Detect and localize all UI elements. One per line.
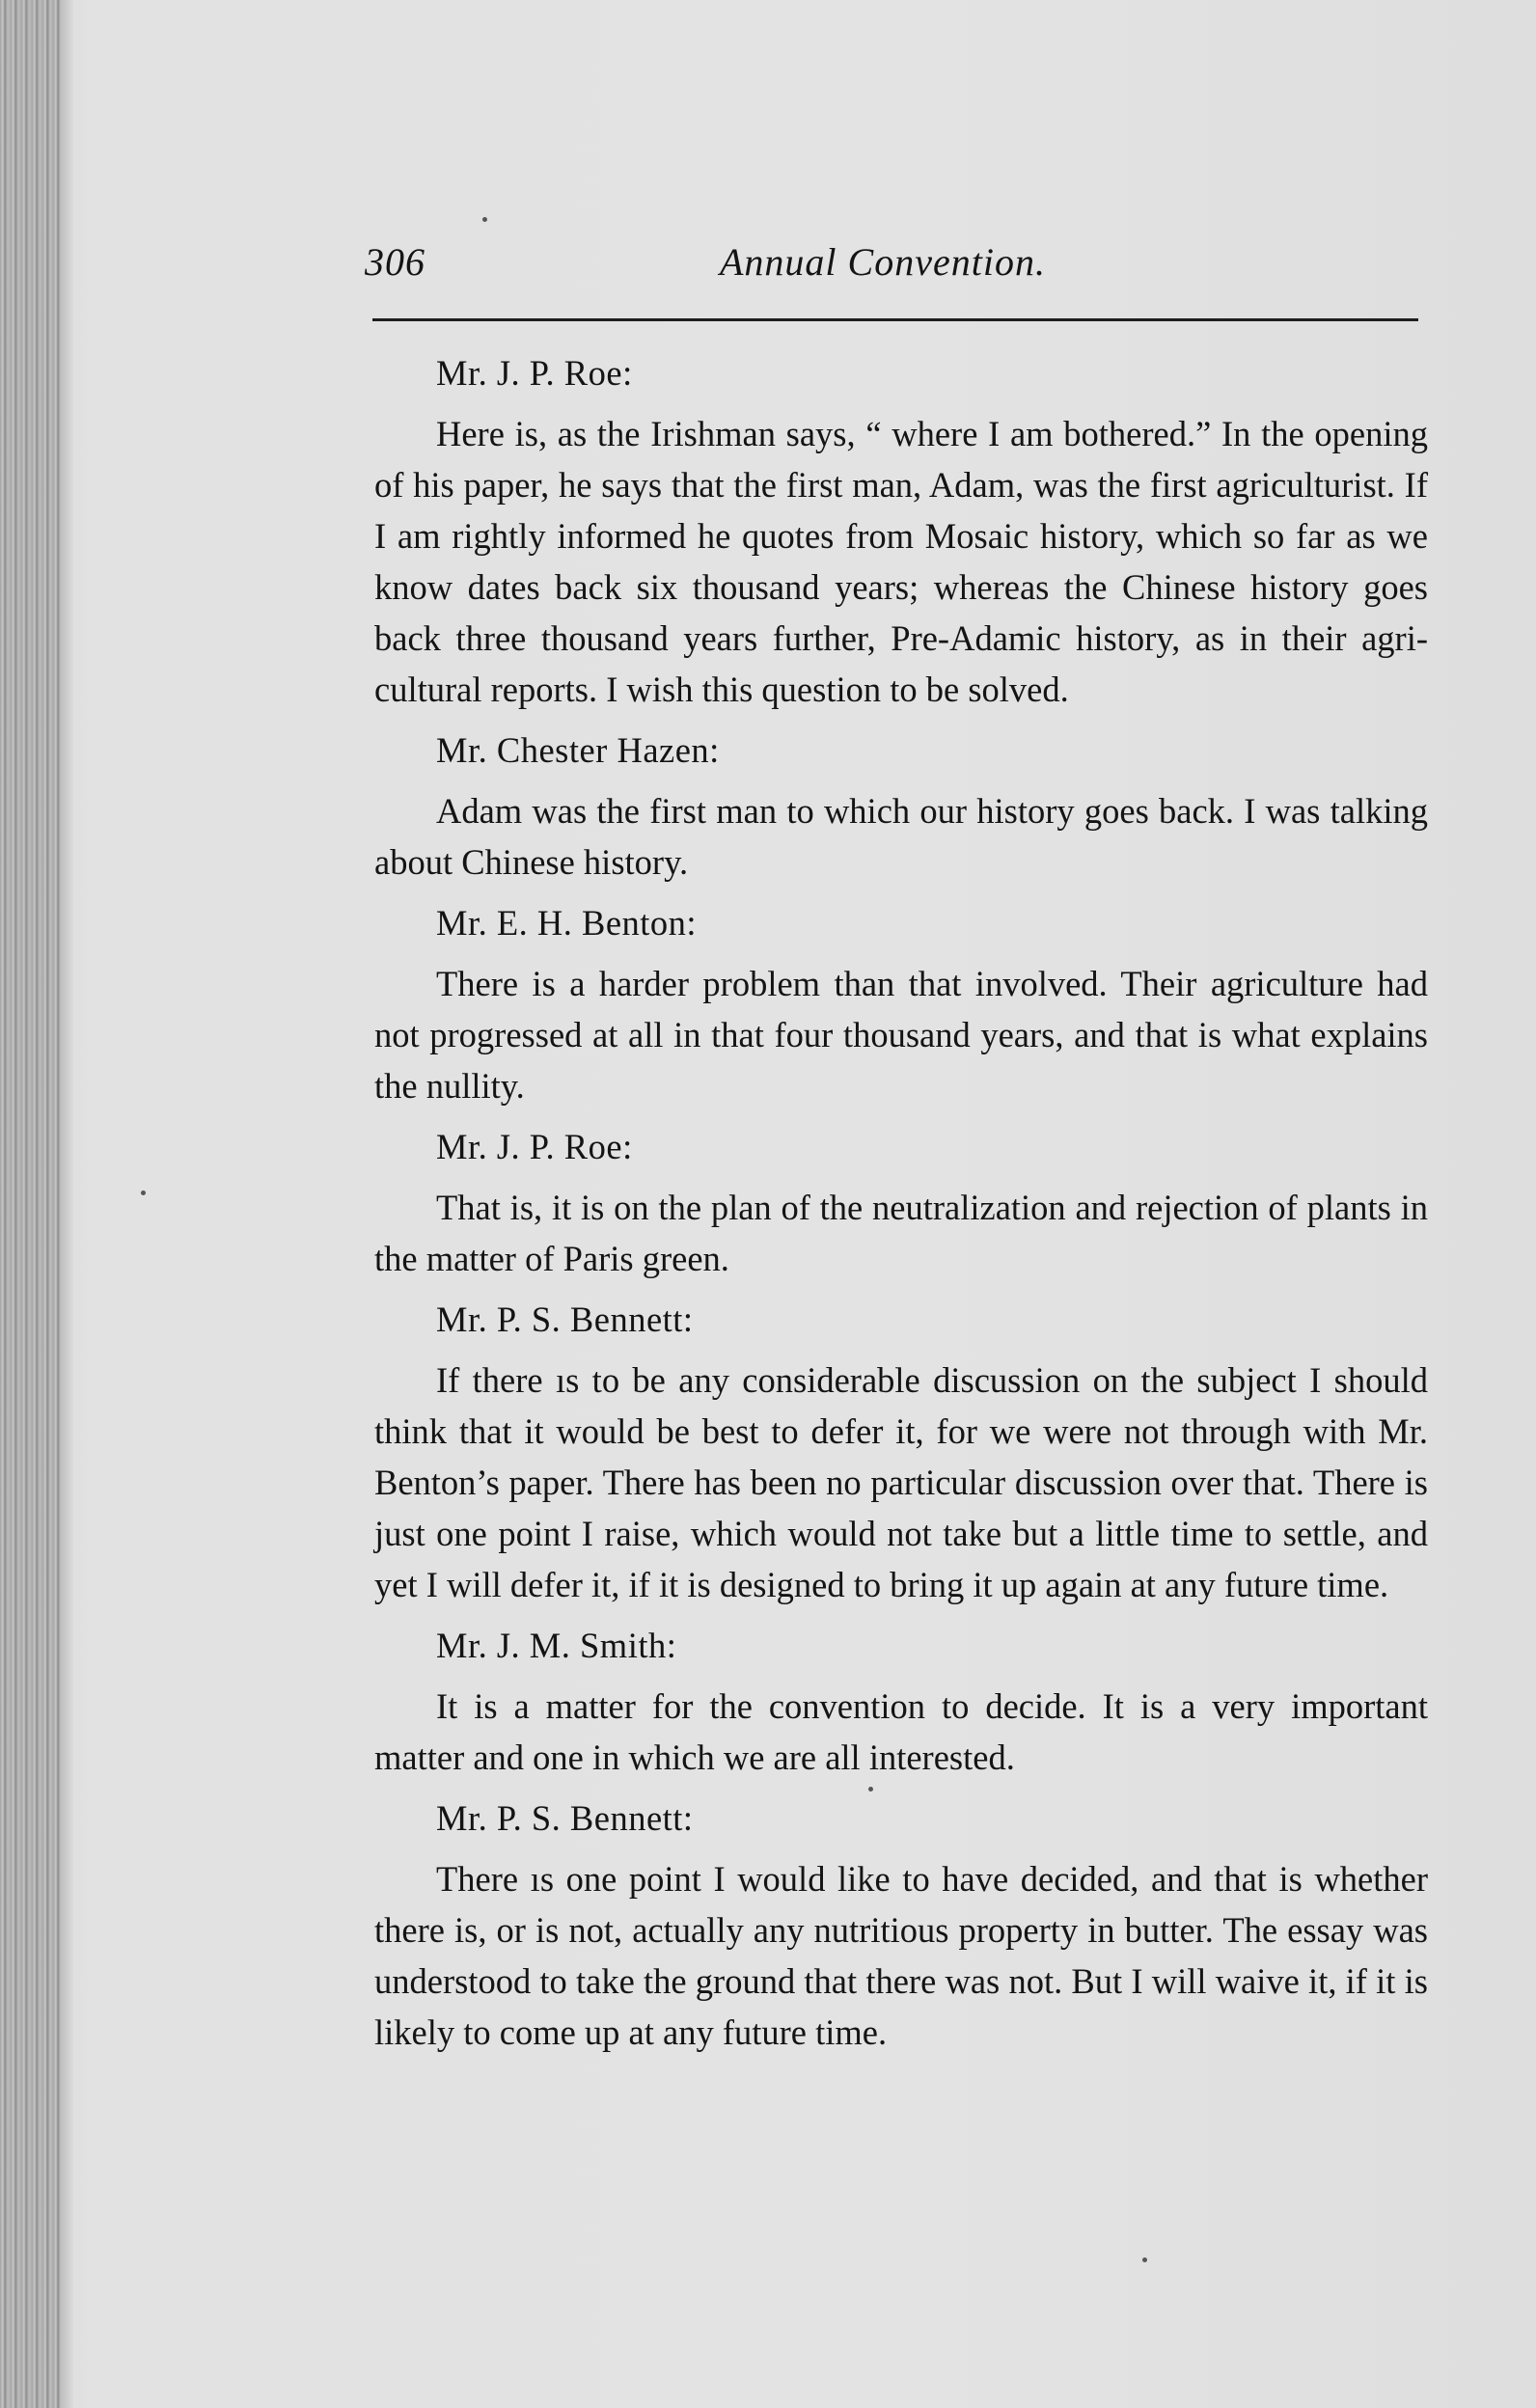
speaker-name: Mr. J. P. Roe: [436,353,633,393]
entry [374,897,1428,1111]
entry [374,1121,1428,1284]
page-number: 306 [365,240,425,284]
speaker-name: Mr. J. P. Roe: [436,1127,633,1166]
transcript-body [374,347,1428,2067]
entry [374,1294,1428,1610]
speaker-name: Mr. P. S. Bennett: [436,1300,694,1339]
speech-paragraph: If there ıs to be any considerable discussion on the subject I should think that it would be best to defer it, for we were not through with Mr. Benton’s paper. There has been no particular discussion over that. There is just one point I raise, which would not take but a little time to settle, and yet I will defer it, if it is designed to bring it up again at any future time. [374,1360,1428,1604]
speech-paragraph: That is, it is on the plan of the neutralization and rejection of plants in the matter of Paris green. [374,1188,1428,1278]
entry [374,725,1428,888]
speaker-name: Mr. Chester Hazen: [436,730,720,770]
speaker-name: Mr. J. M. Smith: [436,1626,677,1665]
speech-paragraph: There is a harder problem than that involved. Their agriculture had not progressed at all in that four thousand years, and that is what explains the nullity. [374,964,1428,1106]
speech-paragraph: It is a matter for the convention to decide. It is a very important matter and one in which we are all interested. [374,1686,1428,1777]
running-head-title: Annual Convention. [720,240,1046,284]
speech-paragraph: There ıs one point I would like to have decided, and that is whether there is, or is not, actually any nutritious property in butter. The essay was understood to take the ground that there was not. But I will waive it, if it is likely to come up at any future time. [374,1859,1428,2052]
speech-paragraph: Adam was the first man to which our history goes back. I was talking about Chinese history. [374,791,1428,882]
entry [374,347,1428,715]
page-binding-edge [60,0,73,2408]
running-head [365,239,1416,297]
paper-speck [868,1787,873,1792]
paper-speck [141,1190,146,1195]
speaker-name: Mr. P. S. Bennett: [436,1798,694,1838]
speech-paragraph: Here is, as the Irishman says, “ where I am bothered.” In the opening of his paper, he says that the first man, Adam, was the first agriculturist. If I am rightly informed he quotes from Mosaic history, which so far as we know dates back six thousand years; whereas the Chinese history goes back three thousand years further, Pre-Adamic history, as in their agri-cultural reports. I wish this question to be solved. [374,414,1428,709]
paper-speck [482,217,487,222]
paper-speck [1142,2258,1147,2262]
entry [374,1792,1428,2058]
entry [374,1620,1428,1783]
page-binding [0,0,60,2408]
header-rule [372,318,1418,321]
speaker-name: Mr. E. H. Benton: [436,903,698,943]
